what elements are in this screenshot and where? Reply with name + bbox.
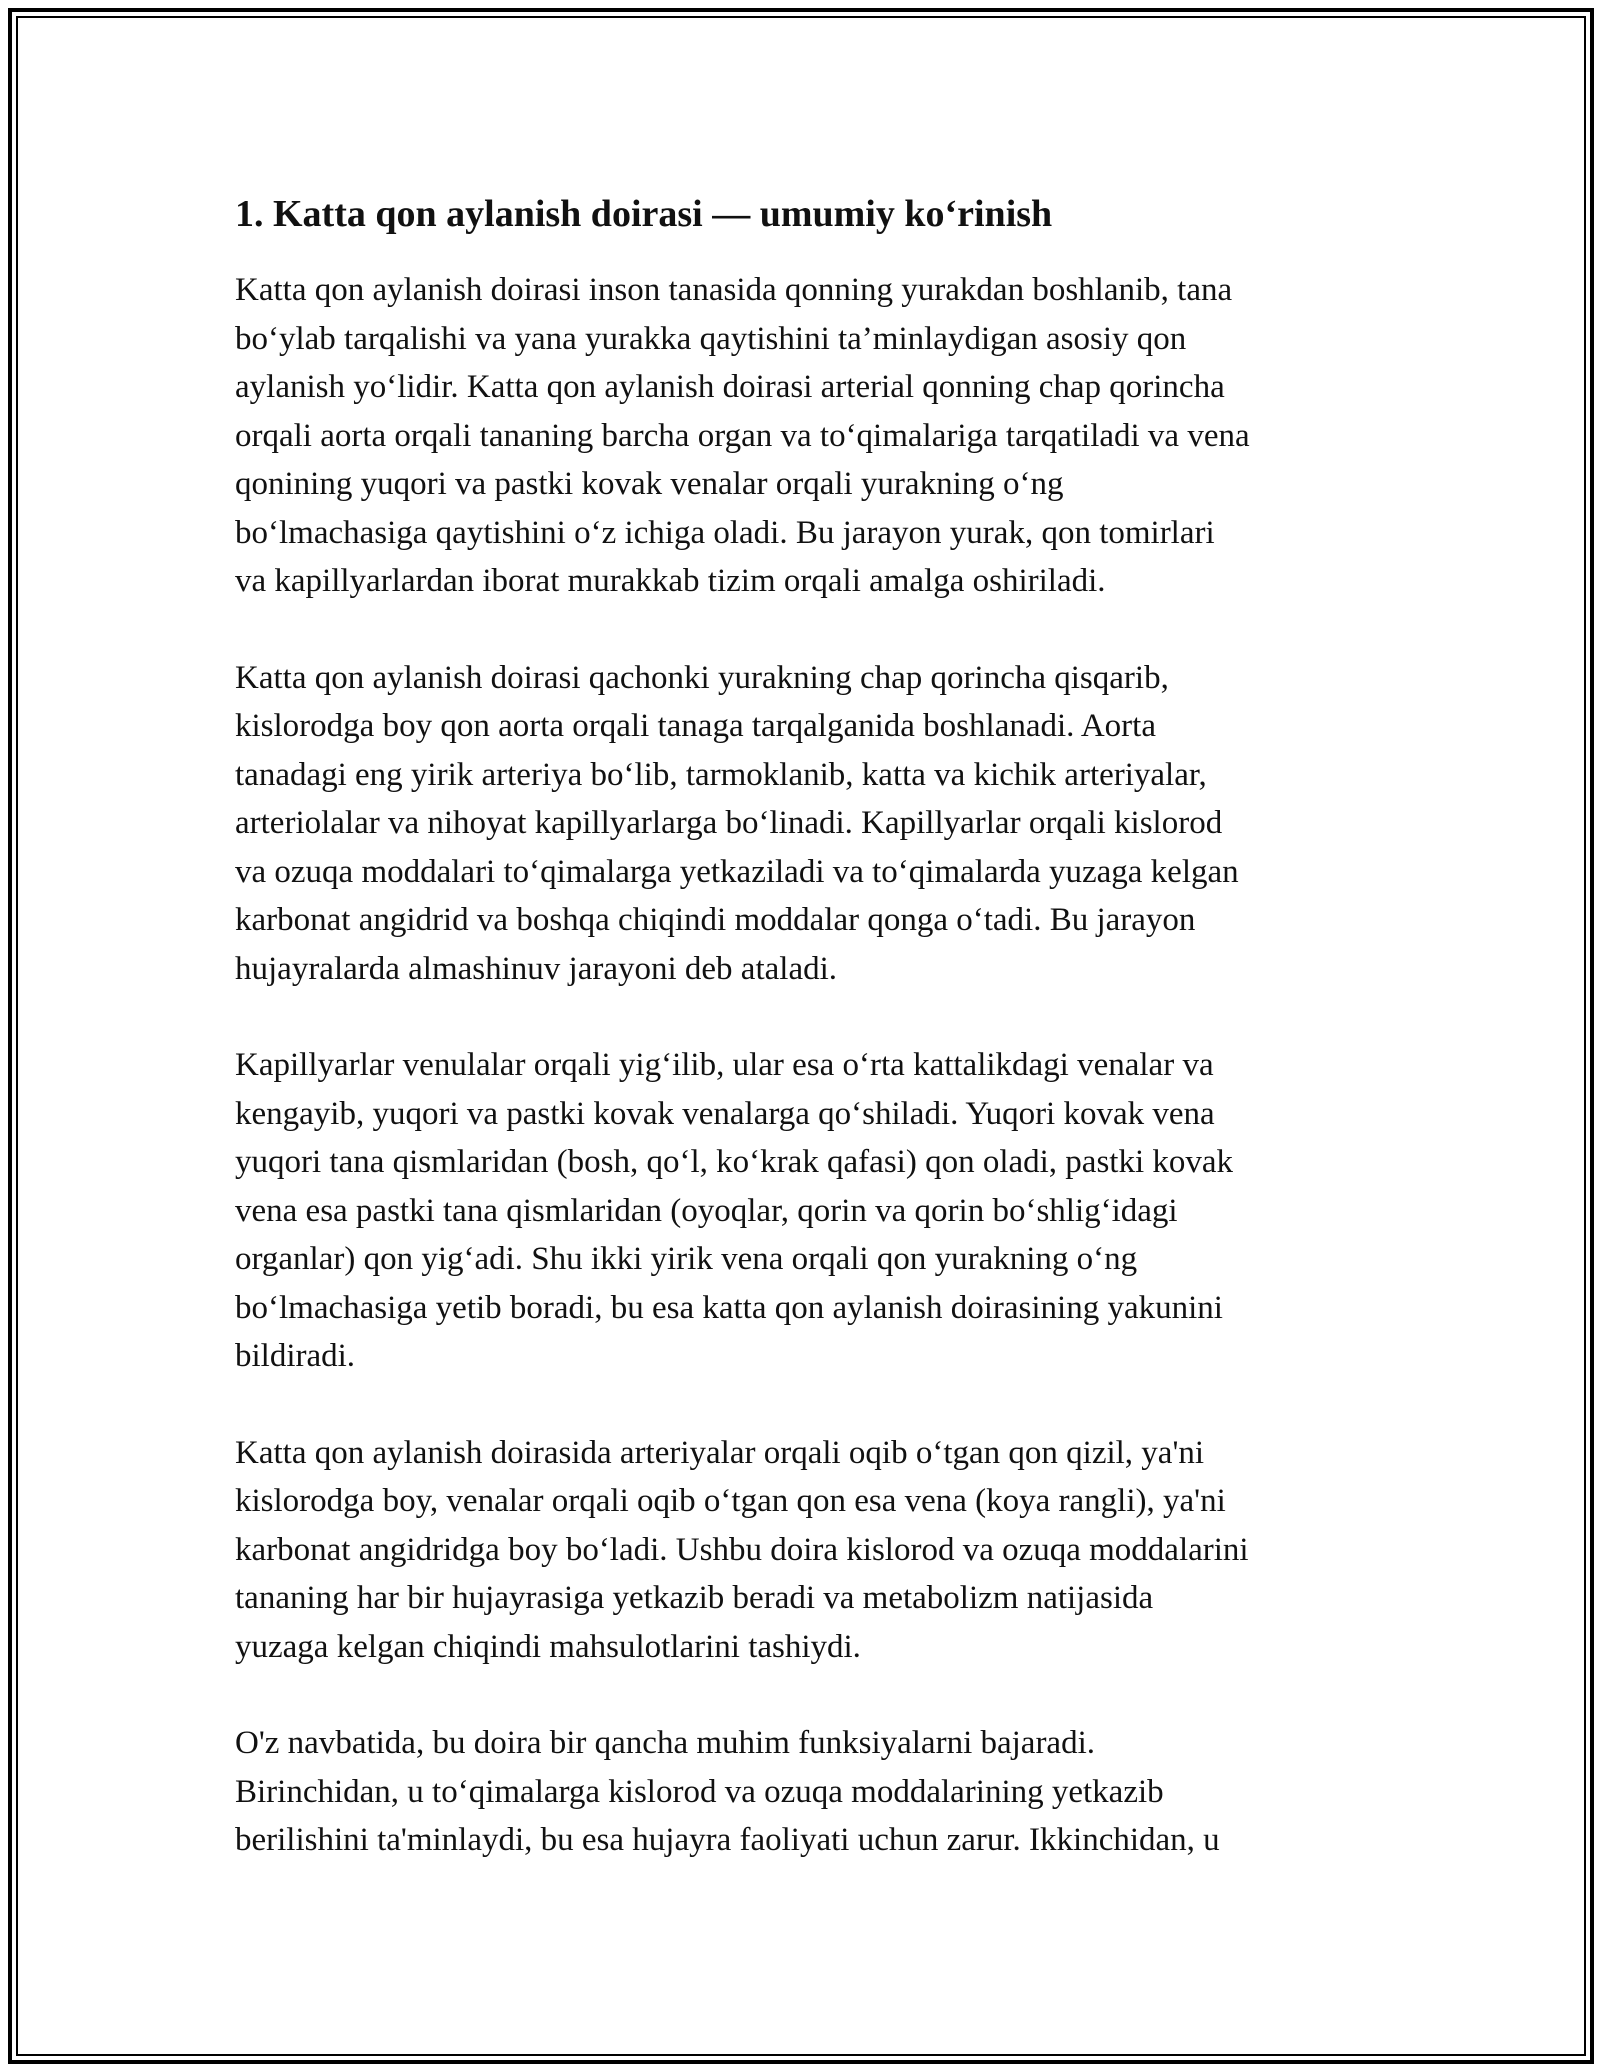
paragraph-5: [235, 1719, 1375, 1865]
document-body: [235, 188, 1375, 1913]
text-line: hujayralarda almashinuv jarayoni deb ataladi.: [235, 950, 838, 987]
text-line: Birinchidan, u to‘qimalarga kislorod va ozuqa moddalarining yetkazib: [235, 1773, 1164, 1810]
text-line: aylanish yo‘lidir. Katta qon aylanish doirasi arterial qonning chap qorincha: [235, 369, 1225, 405]
text-line: kislorodga boy, venalar orqali oqib o‘tgan qon esa vena (koya rangli), ya'ni: [235, 1483, 1226, 1519]
text-line: Katta qon aylanish doirasi inson tanasida qonning yurakdan boshlanib, tana: [235, 272, 1233, 308]
paragraph-4: [235, 1429, 1375, 1672]
text-line: Katta qon aylanish doirasida arteriyalar orqali oqib o‘tgan qon qizil, ya'ni: [235, 1434, 1205, 1471]
text-line: karbonat angidridga boy bo‘ladi. Ushbu doira kislorod va ozuqa moddalarini: [235, 1531, 1249, 1568]
text-line: O'z navbatida, bu doira bir qancha muhim funksiyalarni bajaradi.: [235, 1725, 1095, 1761]
text-line: tananing har bir hujayrasiga yetkazib beradi va metabolizm natijasida: [235, 1580, 1154, 1616]
text-line: kengayib, yuqori va pastki kovak venalarga qo‘shiladi. Yuqori kovak vena: [235, 1095, 1215, 1132]
text-line: karbonat angidrid va boshqa chiqindi moddalar qonga o‘tadi. Bu jarayon: [235, 902, 1196, 938]
text-line: yuqori tana qismlaridan (bosh, qo‘l, ko‘krak qafasi) qon oladi, pastki kovak: [235, 1144, 1234, 1180]
text-line: bildiradi.: [235, 1338, 356, 1374]
text-line: bo‘lmachasiga yetib boradi, bu esa katta qon aylanish doirasining yakunini: [235, 1289, 1223, 1326]
text-line: kislorodga boy qon aorta orqali tanaga tarqalganida boshlanadi. Aorta: [235, 708, 1156, 744]
text-line: va ozuqa moddalari to‘qimalarga yetkaziladi va to‘qimalarda yuzaga kelgan: [235, 853, 1239, 890]
text-line: bo‘lmachasiga qaytishini o‘z ichiga oladi. Bu jarayon yurak, qon tomirlari: [235, 514, 1215, 551]
text-line: arteriolalar va nihoyat kapillyarlarga bo‘linadi. Kapillyarlar orqali kislorod: [235, 805, 1223, 841]
text-line: qonining yuqori va pastki kovak venalar orqali yurakning o‘ng: [235, 466, 1064, 502]
text-line: va kapillyarlardan iborat murakkab tizim orqali amalga oshiriladi.: [235, 563, 1106, 599]
text-line: Kapillyarlar venulalar orqali yig‘ilib, ular esa o‘rta kattalikdagi venalar va: [235, 1047, 1214, 1083]
paragraph-2: [235, 654, 1375, 994]
section-heading: 1. Katta qon aylanish doirasi — umumiy ko‘rinish: [235, 193, 1053, 235]
text-line: yuzaga kelgan chiqindi mahsulotlarini tashiydi.: [235, 1628, 861, 1665]
text-line: bo‘ylab tarqalishi va yana yurakka qaytishini ta’minlaydigan asosiy qon: [235, 320, 1187, 357]
text-line: organlar) qon yig‘adi. Shu ikki yirik vena orqali qon yurakning o‘ng: [235, 1241, 1138, 1277]
paragraph-3: [235, 1041, 1375, 1381]
text-line: Katta qon aylanish doirasi qachonki yurakning chap qorincha qisqarib,: [235, 659, 1169, 696]
paragraph-1: [235, 266, 1375, 606]
text-line: berilishini ta'minlaydi, bu esa hujayra faoliyati uchun zarur. Ikkinchidan, u: [235, 1822, 1220, 1858]
text-line: orqali aorta orqali tananing barcha organ va to‘qimalariga tarqatiladi va vena: [235, 417, 1250, 454]
text-line: tanadagi eng yirik arteriya bo‘lib, tarmoklanib, katta va kichik arteriyalar,: [235, 756, 1207, 793]
text-line: vena esa pastki tana qismlaridan (oyoqlar, qorin va qorin bo‘shlig‘idagi: [235, 1192, 1178, 1229]
